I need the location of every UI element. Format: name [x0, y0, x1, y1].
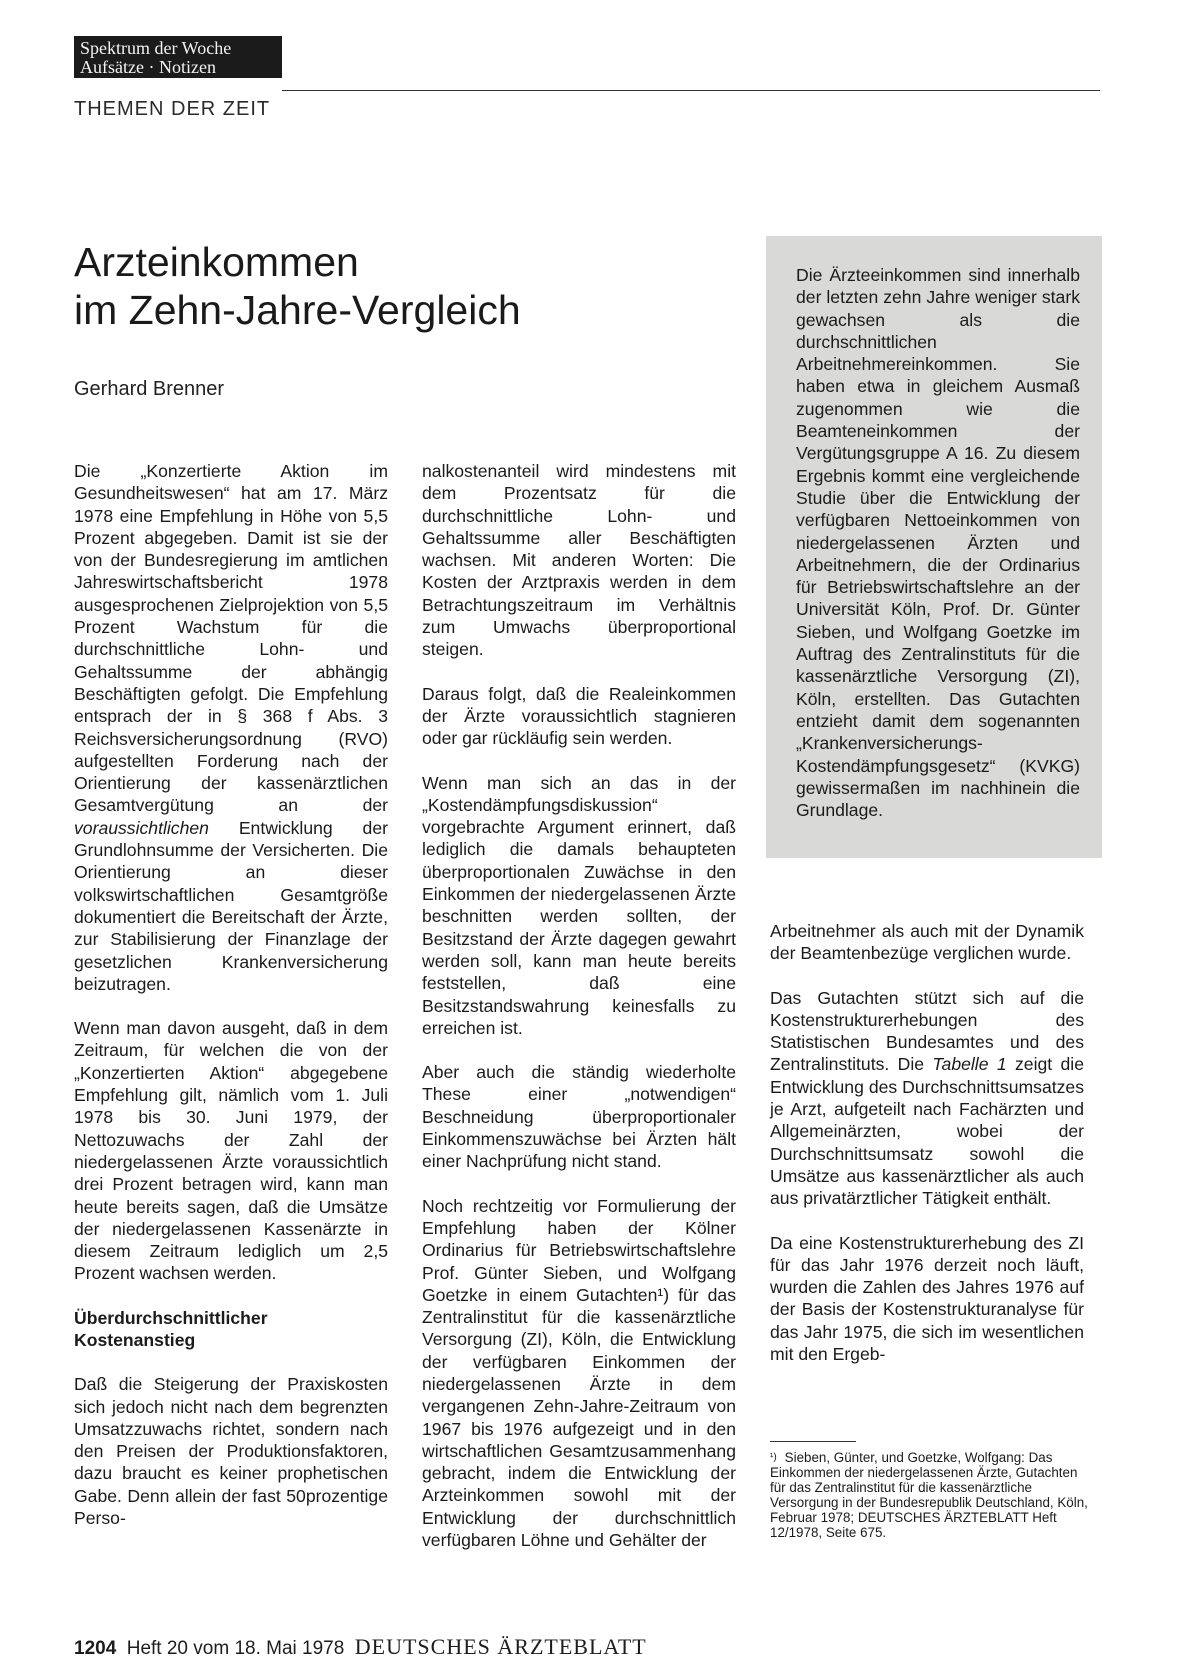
paragraph: Aber auch die ständig wiederholte These einer „notwendigen“ Beschneidung überproportionaler Einkommenszuwächse bei Ärzten hält einer Nachprüfung nicht stand. [422, 1062, 736, 1172]
badge-line-1: Spektrum der Woche [80, 38, 232, 58]
section-badge [74, 36, 282, 78]
paragraph: Arbeitnehmer als auch mit der Dynamik der Beamtenbezüge verglichen wurde. [770, 921, 1084, 964]
paragraph: Daß die Steigerung der Praxiskosten sich jedoch nicht nach dem begrenzten Umsatzzuwachs richtet, sondern nach den Preisen der Produktionsfaktoren, dazu braucht es keiner prophetischen Gabe. Denn allein der fast 50prozentige Perso- [74, 1374, 388, 1529]
page-number: 1204 [74, 1638, 117, 1659]
footnote-text: Sieben, Günter, und Goetzke, Wolfgang: Das Einkommen der niedergelassenen Ärzte, Gutachten für das Zentralinstitut für die kassenärztliche Versorgung in der Bundesrepublik Deutschland, Köln, Februar 1978; DEUTSCHES ÄRZTEBLATT Heft 12/1978, Seite 675. [770, 1450, 1088, 1540]
paragraph: Die „Konzertierte Aktion im Gesundheitswesen“ hat am 17. März 1978 eine Empfehlung in Höhe von 5,5 Prozent abgegeben. Damit ist sie der von der Bundesregierung im amtlichen Jahreswirtschaftsbericht 1978 ausgesprochenen Zielprojektion von 5,5 Prozent Wachstum für die durchschnittliche Lohn- und Gehaltssumme der abhängig Beschäftigten gefolgt. Die Empfehlung entsprach der in § 368 f Abs. 3 Reichsversicherungsordnung (RVO) aufgestellten Forderung nach der Orientierung der kassenärztlichen Gesamtvergütung an der voraussichtlichen Entwicklung der Grundlohnsumme der Versicherten. Die Orientierung an dieser volkswirtschaftlichen Gesamtgröße dokumentiert die Bereitschaft der Ärzte, zur Stabilisierung der Finanzlage der gesetzlichen Krankenversicherung beizutragen. [74, 461, 388, 994]
author-name: Gerhard Brenner [74, 378, 225, 400]
subheading-line-2: Kostenanstieg [74, 1329, 196, 1350]
subheading-line-1: Überdurchschnittlicher [74, 1307, 268, 1328]
section-label: THEMEN DER ZEIT [74, 98, 271, 120]
paragraph: Daraus folgt, daß die Realeinkommen der Ärzte voraussichtlich stagnieren oder gar rückläufig sein werden. [422, 683, 736, 749]
paragraph: Noch rechtzeitig vor Formulierung der Empfehlung haben der Kölner Ordinarius für Betriebswirtschaftslehre Prof. Günter Sieben, und Wolfgang Goetzke in einem Gutachten¹) für das Zentralinstitut für die kassenärztliche Versorgung (ZI), Köln, die Entwicklung der verfügbaren Einkommen der niedergelassenen Ärzte in dem vergangenen Zehn-Jahre-Zeitraum von 1967 bis 1976 aufgezeigt und in den wirtschaftlichen Gesamtzusammenhang gebracht, indem die Entwicklung der Arzteinkommen sowohl mit der Entwicklung der durchschnittlich verfügbaren Löhne und Gehälter der [422, 1195, 736, 1551]
summary-box: Die Ärzteeinkommen sind innerhalb der letzten zehn Jahre weniger stark gewachsen als die durchschnittlichen Arbeitnehmereinkommen. Sie haben etwa in gleichem Ausmaß zugenommen wie die Beamteneinkommen der Vergütungsgruppe A 16. Zu diesem Ergebnis kommt eine vergleichende Studie über die Entwicklung der verfügbaren Nettoeinkommen von niedergelassenen Ärzten und Arbeitnehmern, die der Ordinarius für Betriebswirtschaftslehre an der Universität Köln, Prof. Dr. Günter Sieben, und Wolfgang Goetzke im Auftrag des Zentralinstituts für die kassenärztliche Versorgung (ZI), Köln, erstellten. Das Gutachten entzieht damit dem sogenannten „Krankenversicherungs-Kostendämpfungsgesetz“ (KVKG) gewissermaßen im nachhinein die Grundlage. [766, 236, 1102, 858]
badge-line-2: Aufsätze · Notizen [80, 57, 216, 77]
paragraph: Das Gutachten stützt sich auf die Kostenstrukturerhebungen des Statistischen Bundesamtes und des Zentralinstituts. Die Tabelle 1 zeigt die Entwicklung des Durchschnittsumsatzes je Arzt, aufgeteilt nach Fachärzten und Allgemeinärzten, wobei der Durchschnittsumsatz sowohl die Umsätze aus kassenärztlicher als auch aus privatärztlicher Tätigkeit enthält. [770, 987, 1084, 1209]
column-3 [770, 920, 1084, 1387]
page-footer [74, 1634, 647, 1660]
paragraph: Da eine Kostenstrukturerhebung des ZI für das Jahr 1976 derzeit noch läuft, wurden die Zahlen des Jahres 1976 auf der Basis der Kostenstrukturanalyse für das Jahr 1975, die sich im wesentlichen mit den Ergeb- [770, 1232, 1084, 1365]
footnote [770, 1450, 1088, 1540]
header-rule [282, 90, 1100, 91]
title-line-2: im Zehn-Jahre-Vergleich [74, 287, 521, 333]
column-1 [74, 460, 388, 1551]
journal-name: DEUTSCHES ÄRZTEBLATT [354, 1634, 647, 1659]
article-title [74, 238, 694, 334]
paragraph: Wenn man sich an das in der „Kostendämpfungsdiskussion“ vorgebrachte Argument erinnert, daß lediglich die damals behaupteten überproportionalen Zuwächse in den Einkommen der niedergelassenen Ärzte beschnitten werden sollten, der Besitzstand der Ärzte dagegen gewahrt werden soll, kann man heute bereits feststellen, daß eine Besitzstandswahrung keinesfalls zu erreichen ist. [422, 772, 736, 1038]
subheading [74, 1307, 388, 1352]
column-2 [422, 460, 736, 1573]
paragraph: Wenn man davon ausgeht, daß in dem Zeitraum, für welchen die von der „Konzertierten Aktion“ abgegebene Empfehlung gilt, nämlich vom 1. Juli 1978 bis 30. Juni 1979, der Nettozuwachs der Zahl der niedergelassenen Ärzte voraussichtlich drei Prozent betragen wird, kann man heute bereits sagen, daß die Umsätze der niedergelassenen Kassenärzte in diesem Zeitraum lediglich um 2,5 Prozent wachsen werden. [74, 1018, 388, 1284]
paragraph: nalkostenanteil wird mindestens mit dem Prozentsatz für die durchschnittliche Lohn- und Gehaltssumme aller Beschäftigten wachsen. Mit anderen Worten: Die Kosten der Arztpraxis werden in dem Betrachtungszeitraum im Verhältnis zum Umwachs überproportional steigen. [422, 461, 736, 660]
title-line-1: Arzteinkommen [74, 239, 359, 285]
footnote-rule [770, 1441, 856, 1442]
issue-info: Heft 20 vom 18. Mai 1978 [126, 1638, 345, 1659]
footnote-mark: ¹) [770, 1452, 777, 1463]
